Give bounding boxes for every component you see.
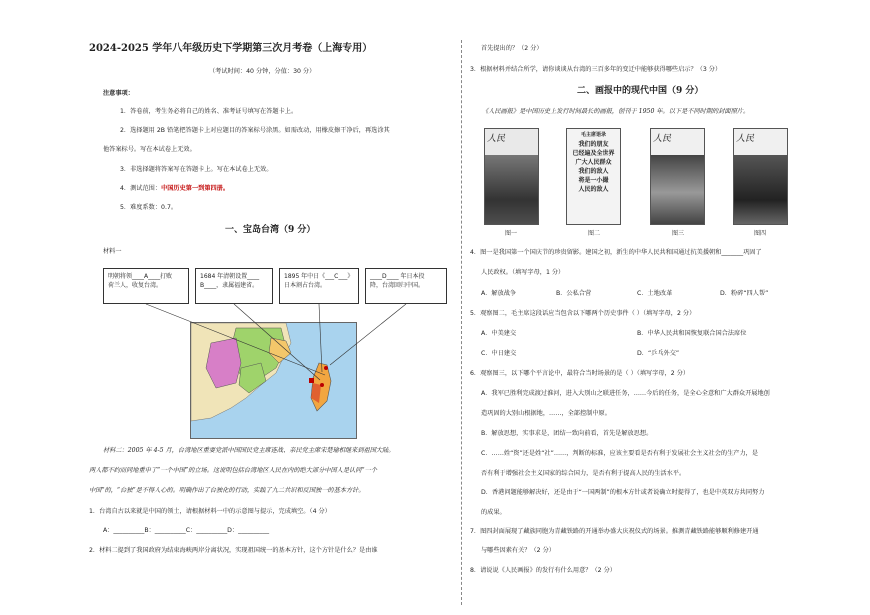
exam-info: （考试时间：40 分钟，分值：30 分） <box>209 68 316 75</box>
q6-line: 的成果。 <box>481 509 506 516</box>
question-1-blanks: A：__________B：__________C：__________D：__________ <box>103 527 270 534</box>
figure-3-cover: 人民 <box>650 128 705 225</box>
figure-4-caption: 图四 <box>754 230 767 237</box>
q5-option: C．中日建交 <box>481 350 517 357</box>
material-2-line: 两人都不约而同地重申了“一个中国”的立场。这说明包括台湾地区人民在内的绝大部分中国人是认同“一个 <box>89 467 377 474</box>
test-scope-value: 中国历史第一到第四册。 <box>161 185 230 192</box>
note-item: 4．测试范围：中国历史第一到第四册。 <box>120 185 230 192</box>
section-2-intro: 《人民画报》是中国历史上发行时间最长的画报，创刊于 1950 年。以下是不同时期的封面照片。 <box>482 108 750 115</box>
q6-line: 造巩固的大别山根据地，……，全部控制中原。 <box>481 410 611 417</box>
q4-option: B．公私合营 <box>556 290 592 297</box>
question-7: 7．图四封面展现了藏族同胞为青藏铁路的开通举办盛大庆祝仪式的场景。推测青藏铁路能够顺利修建开通 <box>470 528 759 535</box>
question-7-cont: 与哪些因素有关？（2 分） <box>481 547 555 554</box>
note-item: 2．选择题用 2B 铅笔把答题卡上对应题目的答案标号涂黑。如需改动，用橡皮擦干净后，再选涂其 <box>120 127 390 134</box>
question-3: 3．根据材料并结合所学，请你谈谈从台湾的三百多年的变迁中能够获得哪些启示？（3 分） <box>470 66 722 73</box>
question-4: 4．图一是我国第一个国庆节的珍贵留影。建国之初，新生的中华人民共和国通过抗美援朝和_______巩固了 <box>470 249 762 256</box>
material-1-label: 材料一 <box>103 248 122 255</box>
note-item: 1．答卷前，考生务必将自己的姓名、准考证号填写在答题卡上。 <box>120 108 298 115</box>
q6-line: B．解放思想，实事求是，团结一致向前看，首先是解放思想。 <box>481 430 653 437</box>
question-1: 1．台湾自古以来就是中国的领土，请根据材料一中的示意图与提示，完成填空。（4 分） <box>89 508 331 515</box>
question-8: 8．请说说《人民画报》的发行有什么用意？（2 分） <box>470 567 616 574</box>
figure-1-cover: 人民 <box>484 128 539 225</box>
q5-option: A．中美建交 <box>481 330 517 337</box>
hint-box-d: ____D____ 年日本投 降，台湾回归中国。 <box>365 268 447 304</box>
hint-box-b: 1684 年清朝设置____ B____，隶属福建省。 <box>195 268 273 304</box>
material-2-line: 中国”的，“台独”是不得人心的。明确作出了台独化的行动，实践了九二共识和反国独一的基本方针。 <box>89 487 365 494</box>
figure-1-caption: 图一 <box>505 230 518 237</box>
question-5: 5．观察图二，毛主席这段话应当包含以下哪两个历史事件（ ）（填写字母，2 分） <box>470 310 696 317</box>
question-6: 6．观察图三，以下哪个平言论中，最符合当时场景的是（ ）（填写字母，2 分） <box>470 370 690 377</box>
note-item: 他答案标号。写在本试卷上无效。 <box>103 146 196 153</box>
section-2-title: 二、画报中的现代中国（9 分） <box>577 86 704 96</box>
question-4-cont: 人民政权。（填写字母，1 分） <box>481 269 565 276</box>
section-1-title: 一、宝岛台湾（9 分） <box>225 225 316 235</box>
q5-option: B．中华人民共和国恢复联合国合法席位 <box>637 330 747 337</box>
q4-option: A．解放战争 <box>481 290 517 297</box>
q6-line: 否有利于增强社会主义国家的综合国力，是否有利于提高人民的生活水平。 <box>481 470 686 477</box>
q6-line: C．……姓“资”还是姓“社”……，判断的标准，应该主要看是否有利于发展社会主义社会的生产力，是 <box>481 450 759 457</box>
q5-option: D．“乒乓外交” <box>637 350 680 357</box>
q4-option: C．土地改革 <box>637 290 673 297</box>
q6-line: D．香港问题能够解决好，还是由于“一国两制”的根本方针或者说确立时提得了，也是中英双方共同努力 <box>481 489 765 496</box>
note-item: 5．难度系数：0.7。 <box>120 204 178 211</box>
figure-3-caption: 图三 <box>672 230 685 237</box>
hint-box-c: 1895 年中日《___C___》 日本割占台湾。 <box>279 268 359 304</box>
note-item: 3．非选择题将答案写在答题卡上。写在本试卷上无效。 <box>120 166 273 173</box>
figure-2-caption: 图二 <box>588 230 601 237</box>
figure-2-cover: 毛主席语录 我们的朋友 已经遍及全世界 广大人民群众 我们的敌人 将是一小撮 人民的敌人 <box>566 128 621 225</box>
figure-4-cover: 人民 <box>733 128 788 225</box>
hint-box-a: 明朝将领____A____打败 荷兰人，收复台湾。 <box>103 268 189 304</box>
question-2-cont: 首先提出的？（2 分） <box>481 45 543 52</box>
material-2-line: 材料二：2005 年 4-5 月，台湾地区重要党派中国国民党主席连战、亲民党主席宋楚瑜相继来到祖国大陆。 <box>103 447 395 454</box>
q4-option: D．粉碎“四人帮” <box>720 290 769 297</box>
exam-title: 2024-2025 学年八年级历史下学期第三次月考卷（上海专用） <box>89 43 373 54</box>
notes-heading: 注意事项： <box>103 90 134 97</box>
q6-line: A．我军已胜利完成渡过淮河，进入大别山之联进任务，……今后的任务，是全心全意和广大群众开展地创 <box>481 390 770 397</box>
question-2: 2．材料二提到了我国政府为结束海峡两岸分离状况，实现祖国统一的基本方针，这个方针是什么？是由谁 <box>89 547 378 554</box>
